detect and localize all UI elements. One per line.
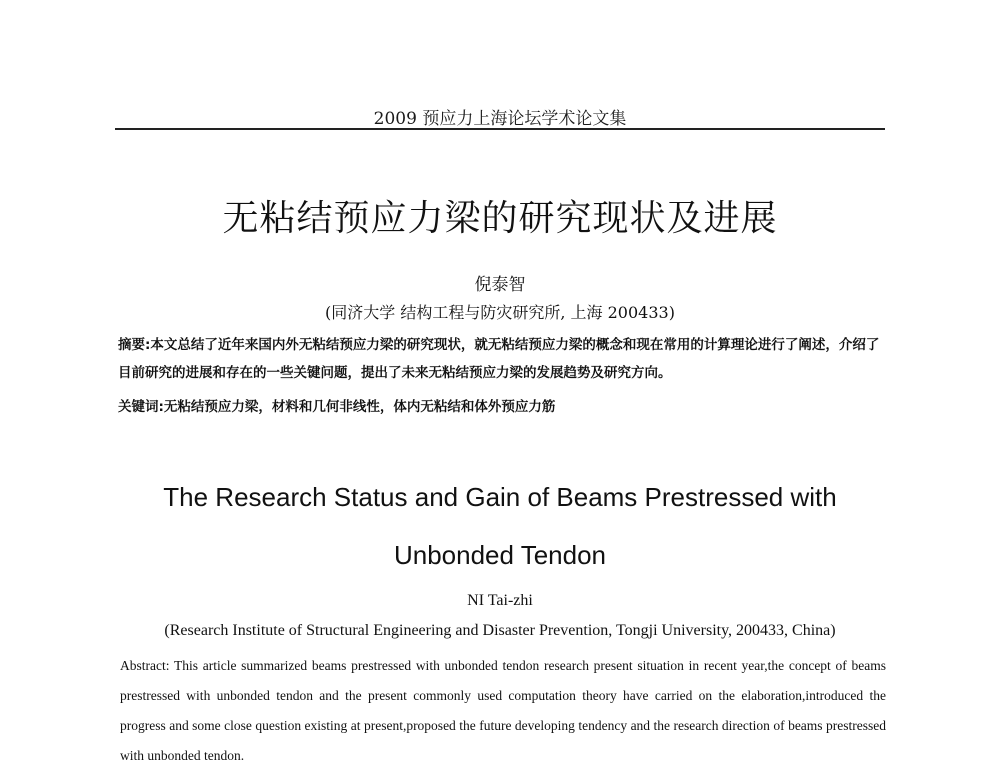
chinese-keywords-label: 关键词: [118,399,164,415]
english-affiliation: (Research Institute of Structural Engineering and Disaster Prevention, Tongji University, 200433, China) [164,622,836,639]
english-abstract-text: This article summarized beams prestressed with unbonded tendon research present situation in recent year,the concept of beams prestressed with unbonded tendon and the present commonly used computation theory have carried on the elaboration,introduced the progress and some close question existing at present,proposed the future developing tendency and the research direction of beams prestressed with unbonded tendon. [120,658,887,763]
english-author: NI Tai-zhi [467,592,533,609]
chinese-keywords-text: 无粘结预应力梁，材料和几何非线性，体内无粘结和体外预应力筋 [163,399,556,415]
chinese-abstract-label: 摘要: [118,337,151,353]
chinese-affiliation: (同济大学 结构工程与防灾研究所, 上海 200433) [325,303,675,322]
chinese-abstract-text: 本文总结了近年来国内外无粘结预应力梁的研究现状，就无粘结预应力梁的概念和现在常用的计算理论进行了阐述，介绍了目前研究的进展和存在的一些关键问题，提出了未来无粘结预应力梁的发展趋势及研究方向。 [118,337,880,381]
chinese-title: 无粘结预应力梁的研究现状及进展 [222,198,778,239]
chinese-author: 倪泰智 [474,275,526,295]
english-title-line-2: Unbonded Tendon [393,540,607,570]
english-abstract-label: Abstract: [120,658,170,673]
running-header: 2009 预应力上海论坛学术论文集 [373,109,627,129]
header-rule [115,128,885,130]
chinese-abstract [118,331,886,387]
chinese-keywords [118,395,886,415]
english-title [0,468,1000,584]
english-title-line-1: The Research Status and Gain of Beams Prestressed with [163,482,837,512]
english-abstract [120,651,886,771]
